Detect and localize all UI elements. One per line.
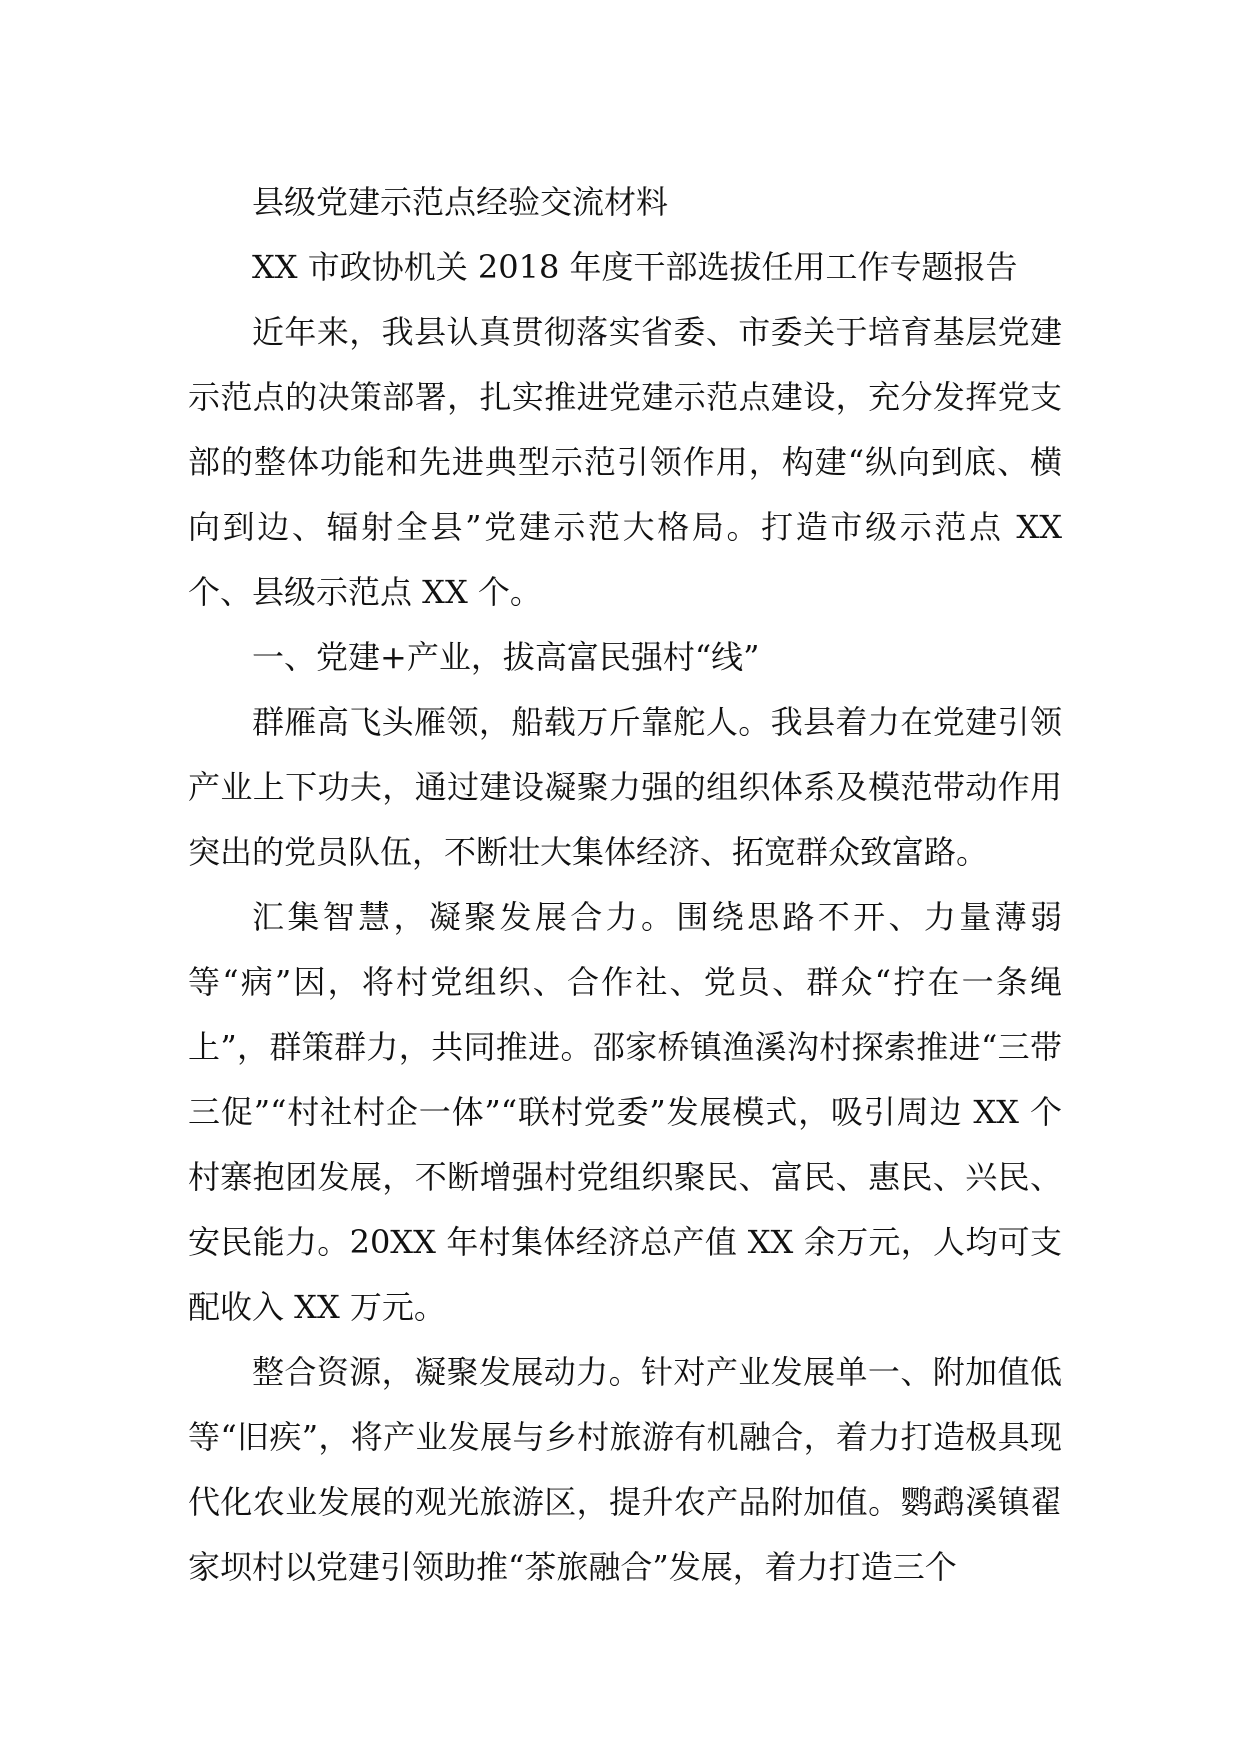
paragraph-intro: 近年来，我县认真贯彻落实省委、市委关于培育基层党建示范点的决策部署，扎实推进党建示范点建设，充分发挥党支部的整体功能和先进典型示范引领作用，构建“纵向到底、横向到边、辐射全县”党建示范大格局。打造市级示范点 XX 个、县级示范点 XX 个。 (188, 313, 1062, 611)
section-heading: 一、党建+产业，拔高富民强村“线” (252, 638, 760, 676)
document-body (188, 170, 1062, 1600)
paragraph-wisdom: 汇集智慧，凝聚发展合力。围绕思路不开、力量薄弱等“病”因，将村党组织、合作社、党员、群众“拧在一条绳上”，群策群力，共同推进。邵家桥镇渔溪沟村探索推进“三带三促”“村社村企一体”“联村党委”发展模式，吸引周边 XX 个村寨抱团发展，不断增强村党组织聚民、富民、惠民、兴民、安民能力。20XX 年村集体经济总产值 XX 余万元，人均可支配收入 XX 万元。 (188, 898, 1062, 1326)
paragraph-leadership: 群雁高飞头雁领，船载万斤靠舵人。我县着力在党建引领产业上下功夫，通过建设凝聚力强的组织体系及模范带动作用突出的党员队伍，不断壮大集体经济、拓宽群众致富路。 (188, 703, 1062, 871)
document-subtitle: XX 市政协机关 2018 年度干部选拔任用工作专题报告 (252, 248, 1018, 286)
paragraph-resources: 整合资源，凝聚发展动力。针对产业发展单一、附加值低等“旧疾”，将产业发展与乡村旅游有机融合，着力打造极具现代化农业发展的观光旅游区，提升农产品附加值。鹦鹉溪镇翟家坝村以党建引领助推“茶旅融合”发展，着力打造三个 (188, 1353, 1062, 1586)
document-title: 县级党建示范点经验交流材料 (252, 183, 669, 221)
